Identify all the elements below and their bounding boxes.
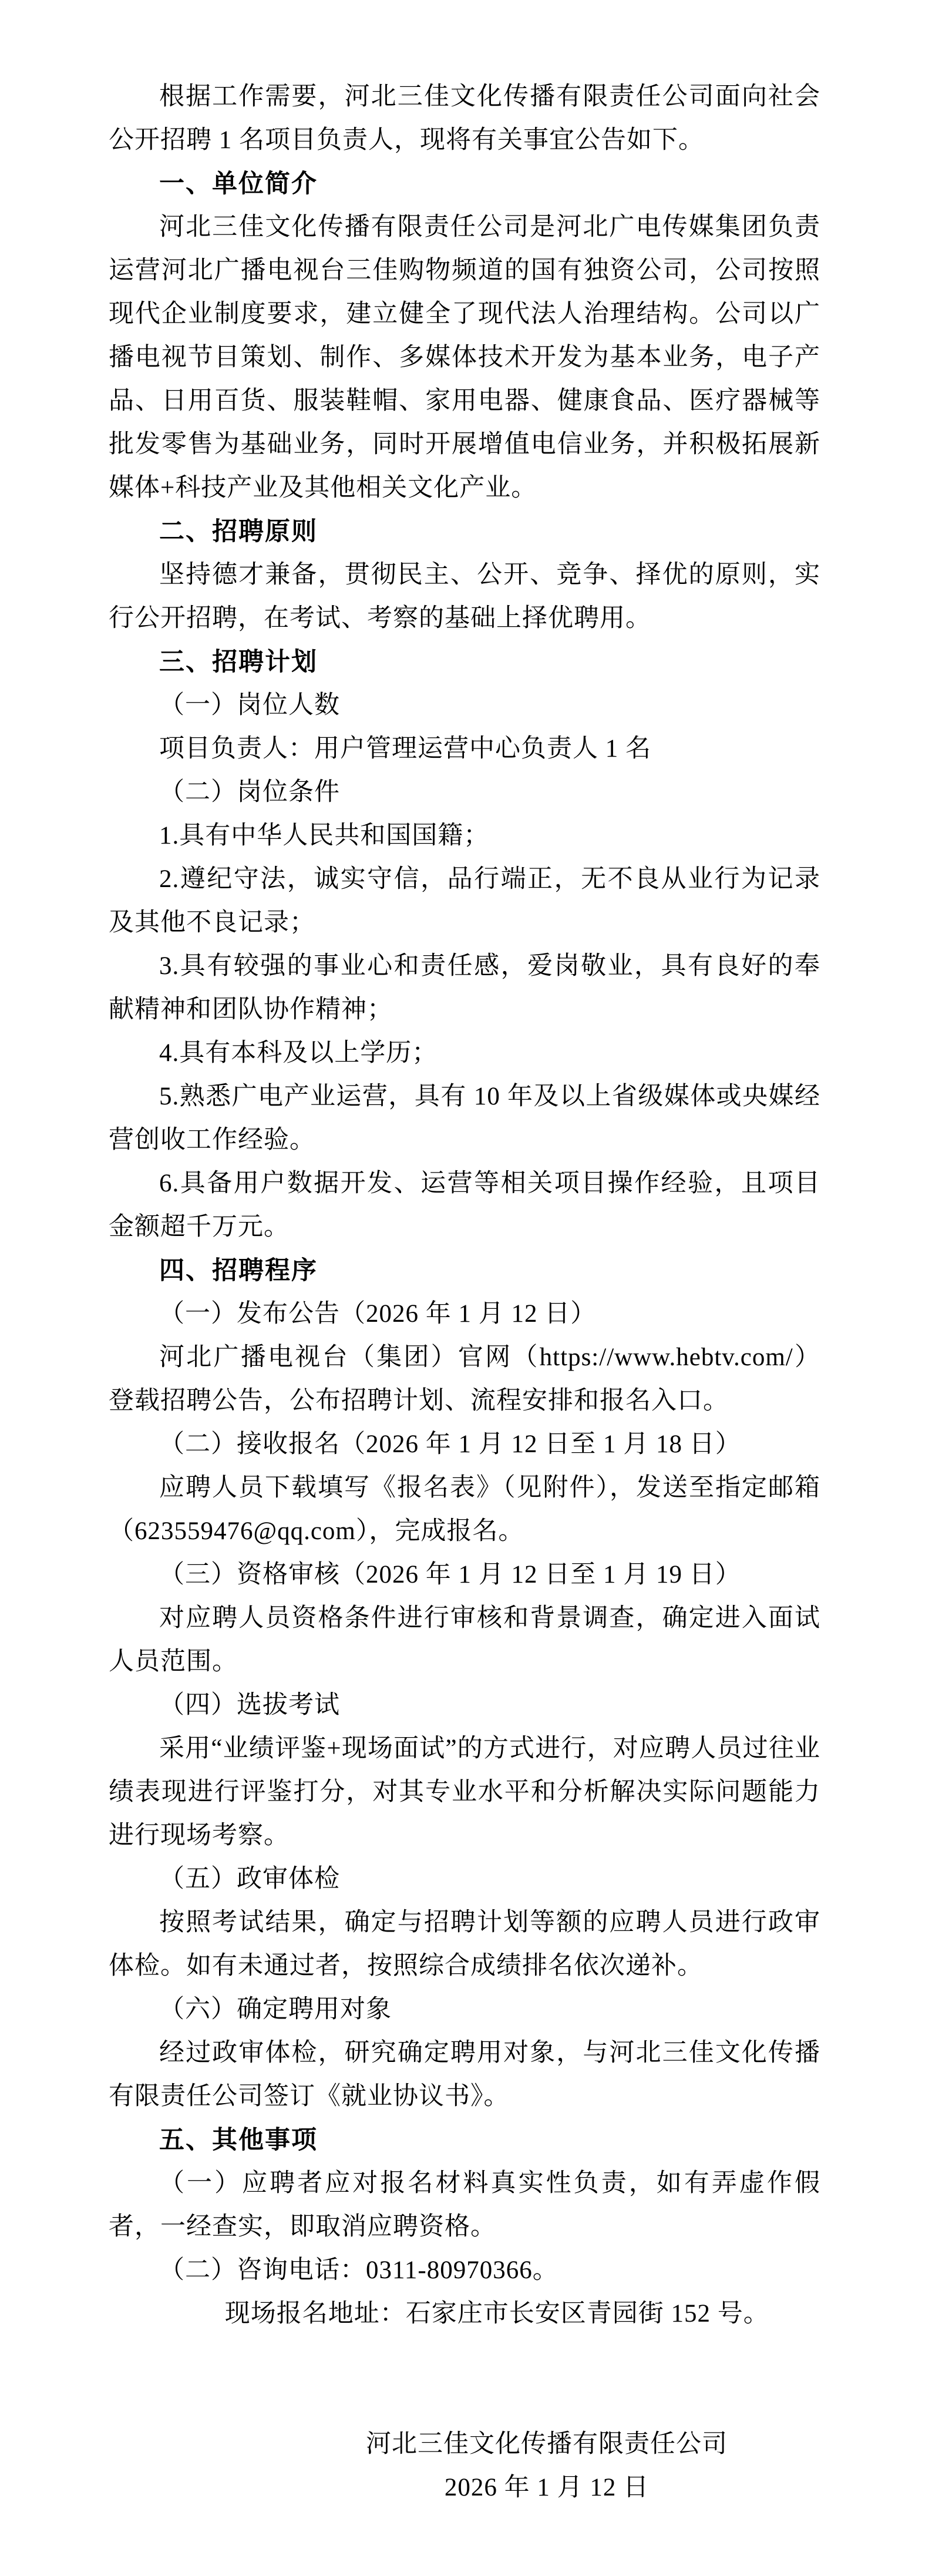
document-body — [109, 75, 820, 2510]
intro-paragraph: 根据工作需要，河北三佳文化传播有限责任公司面向社会公开招聘 1 名项目负责人，现将有关事宜公告如下。 — [109, 83, 820, 154]
subsection-heading-4-4: （四）选拔考试 — [159, 1691, 340, 1719]
subsection-heading-4-1: （一）发布公告（2026 年 1 月 12 日） — [159, 1300, 597, 1328]
onsite-address-line: 现场报名地址：石家庄市长安区青园街 152 号。 — [224, 2300, 769, 2328]
qualification-paragraph: 对应聘人员资格条件进行审核和背景调查，确定进入面试人员范围。 — [109, 1604, 820, 1675]
condition-item-6: 6.具备用户数据开发、运营等相关项目操作经验，且项目金额超千万元。 — [109, 1170, 820, 1241]
other-item-1: （一）应聘者应对报名材料真实性负责，如有弄虚作假者，一经查实，即取消应聘资格。 — [109, 2169, 820, 2241]
position-count-paragraph: 项目负责人：用户管理运营中心负责人 1 名 — [159, 735, 651, 763]
section-heading-1: 一、单位简介 — [159, 170, 318, 198]
exam-paragraph: 采用“业绩评鉴+现场面试”的方式进行，对应聘人员过往业绩表现进行评鉴打分，对其专业水平和分析解决实际问题能力进行现场考察。 — [109, 1735, 820, 1849]
application-paragraph: 应聘人员下载填写《报名表》（见附件），发送至指定邮箱（623559476@qq.com），完成报名。 — [109, 1474, 820, 1545]
condition-item-5: 5.熟悉广电产业运营，具有 10 年及以上省级媒体或央媒经营创收工作经验。 — [109, 1083, 820, 1154]
principles-paragraph: 坚持德才兼备，贯彻民主、公开、竞争、择优的原则，实行公开招聘，在考试、考察的基础上择优聘用。 — [109, 561, 820, 632]
subsection-heading-4-3: （三）资格审核（2026 年 1 月 12 日至 1 月 19 日） — [159, 1561, 741, 1588]
signature-block — [109, 2423, 820, 2510]
section-heading-3: 三、招聘计划 — [159, 648, 318, 676]
condition-item-2: 2.遵纪守法，诚实守信，品行端正，无不良从业行为记录及其他不良记录； — [109, 865, 820, 936]
confirm-hire-paragraph: 经过政审体检，研究确定聘用对象，与河北三佳文化传播有限责任公司签订《就业协议书》。 — [109, 2039, 820, 2110]
condition-item-4: 4.具有本科及以上学历； — [159, 1039, 438, 1067]
signature-date: 2026 年 1 月 12 日 — [444, 2474, 650, 2501]
signature-company: 河北三佳文化传播有限责任公司 — [366, 2430, 728, 2458]
announcement-paragraph: 河北广播电视台（集团）官网（https://www.hebtv.com/）登载招聘公告，公布招聘计划、流程安排和报名入口。 — [109, 1344, 820, 1415]
review-check-paragraph: 按照考试结果，确定与招聘计划等额的应聘人员进行政审体检。如有未通过者，按照综合成绩排名依次递补。 — [109, 1909, 820, 1980]
condition-item-3: 3.具有较强的事业心和责任感，爱岗敬业，具有良好的奉献精神和团队协作精神； — [109, 952, 820, 1023]
subsection-heading-3-2: （二）岗位条件 — [159, 778, 340, 806]
subsection-heading-4-2: （二）接收报名（2026 年 1 月 12 日至 1 月 18 日） — [159, 1430, 741, 1458]
subsection-heading-4-6: （六）确定聘用对象 — [159, 1996, 392, 2023]
subsection-heading-4-5: （五）政审体检 — [159, 1865, 340, 1893]
subsection-heading-3-1: （一）岗位人数 — [159, 691, 340, 719]
section-heading-2: 二、招聘原则 — [159, 518, 318, 546]
other-item-2-phone: （二）咨询电话：0311-80970366。 — [159, 2256, 558, 2284]
condition-item-1: 1.具有中华人民共和国国籍； — [159, 822, 490, 849]
section-heading-4: 四、招聘程序 — [159, 1257, 318, 1285]
section-heading-5: 五、其他事项 — [159, 2126, 318, 2154]
company-intro-paragraph: 河北三佳文化传播有限责任公司是河北广电传媒集团负责运营河北广播电视台三佳购物频道的国有独资公司，公司按照现代企业制度要求，建立健全了现代法人治理结构。公司以广播电视节目策划、制作、多媒体技术开发为基本业务，电子产品、日用百货、服装鞋帽、家用电器、健康食品、医疗器械等批发零售为基础业务，同时开展增值电信业务，并积极拓展新媒体+科技产业及其他相关文化产业。 — [109, 213, 820, 502]
